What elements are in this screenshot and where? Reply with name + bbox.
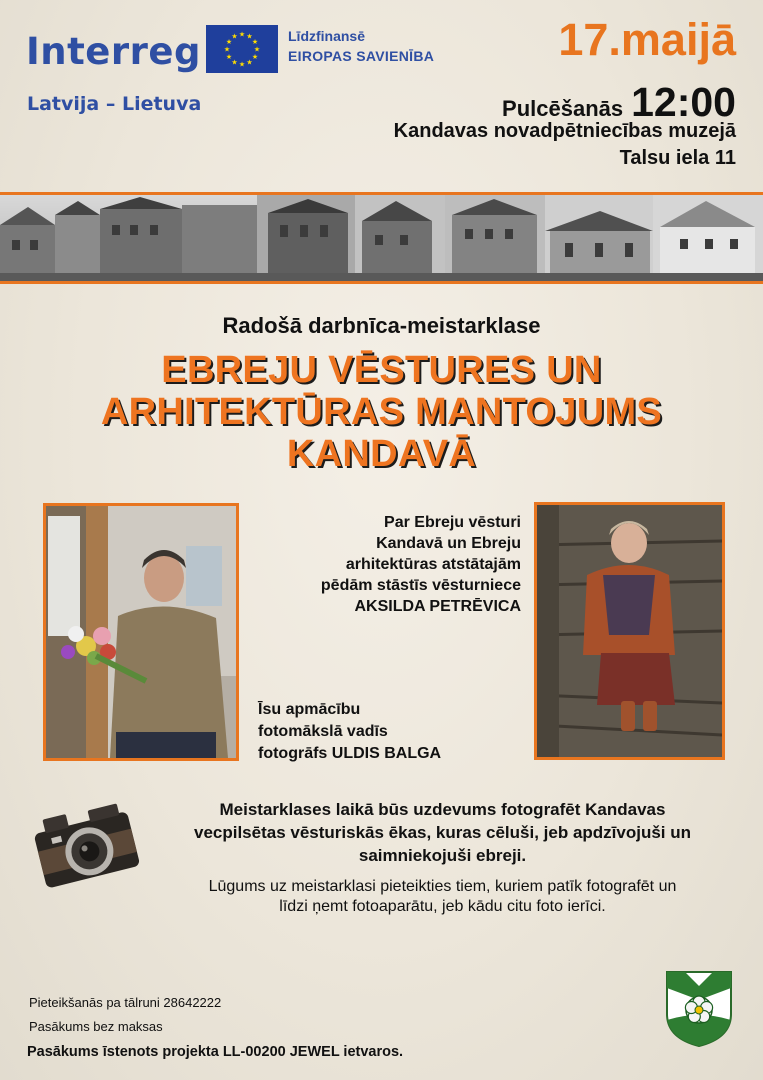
interreg-region: Latvija – Lietuva [27,93,202,115]
camera-icon [30,796,142,896]
photographer-line: fotomākslā vadīs [258,723,388,740]
speaker-line: Par Ebreju vēsturi [384,514,521,531]
event-title-line: EBREJU VĒSTURES UN [161,349,602,391]
eu-star-icon: ★ [231,59,238,67]
eu-name: EIROPAS SAVIENĪBA [288,48,435,64]
kandava-crest-icon [665,970,733,1048]
buildings-photo-strip [0,192,763,284]
gathering-label: Pulcēšanās [502,96,624,121]
eu-star-icon: ★ [251,39,259,46]
eu-star-icon: ★ [251,54,259,61]
venue-address: Talsu iela 11 [619,147,736,169]
task-description-line: vecpilsētas vēsturiskās ēkas, kuras cēluši, jeb apdzīvojuši un [193,823,692,842]
speaker-info [261,512,521,617]
event-title-line: KANDAVĀ [286,433,477,475]
eu-star-icon: ★ [223,46,231,54]
speaker-line: Kandavā un Ebreju [376,535,521,552]
registration-note [150,877,735,917]
task-description-line: Meistarklases laikā būs uzdevums fotografēt Kandavas [219,800,666,819]
event-date: 17.maijā [558,14,736,65]
photographer-info [258,699,441,765]
photographer-line: fotogrāfs ULDIS BALGA [258,745,442,762]
eu-star-icon: ★ [253,46,261,54]
task-description [150,798,735,867]
task-description-line: saimniekojuši ebreji. [358,846,527,865]
eu-flag-icon [206,25,278,73]
eu-star-icon: ★ [238,31,246,39]
speaker-line: AKSILDA PETRĒVICA [354,598,521,615]
event-title [0,349,763,475]
free-admission: Pasākums bez maksas [29,1019,163,1034]
registration-note-line: līdzi ņemt fotoaparātu, jeb kādu citu foto ierīci. [279,898,606,915]
gathering-time: 12:00 [631,79,736,125]
eu-star-icon: ★ [246,59,253,67]
eu-star-icon: ★ [225,39,233,46]
eu-star-icon: ★ [246,33,253,41]
gathering-info [502,79,736,126]
eu-star-icon: ★ [238,61,246,69]
photographer-photo [43,503,239,761]
historian-photo [534,502,725,760]
registration-note-line: Lūgums uz meistarklasi pieteikties tiem, kuriem patīk fotografēt un [208,878,677,895]
speaker-line: arhitektūras atstātajām [345,556,521,573]
event-subtitle: Radošā darbnīca-meistarklase [222,313,541,338]
speaker-line: pēdām stāstīs vēsturniece [320,577,521,594]
eu-star-icon: ★ [231,33,238,41]
eu-star-icon: ★ [225,54,233,61]
photographer-line: Īsu apmācību [258,701,361,718]
registration-phone: Pieteikšanās pa tālruni 28642222 [29,995,222,1010]
project-note: Pasākums īstenots projekta LL-00200 JEWEL ietvaros. [27,1044,404,1060]
interreg-logo: Interreg [26,30,201,73]
venue: Kandavas novadpētniecības muzejā [393,120,736,142]
eu-cofinanced-label: Līdzfinansē [288,28,366,44]
event-title-line: ARHITEKTŪRAS MANTOJUMS [100,391,663,433]
